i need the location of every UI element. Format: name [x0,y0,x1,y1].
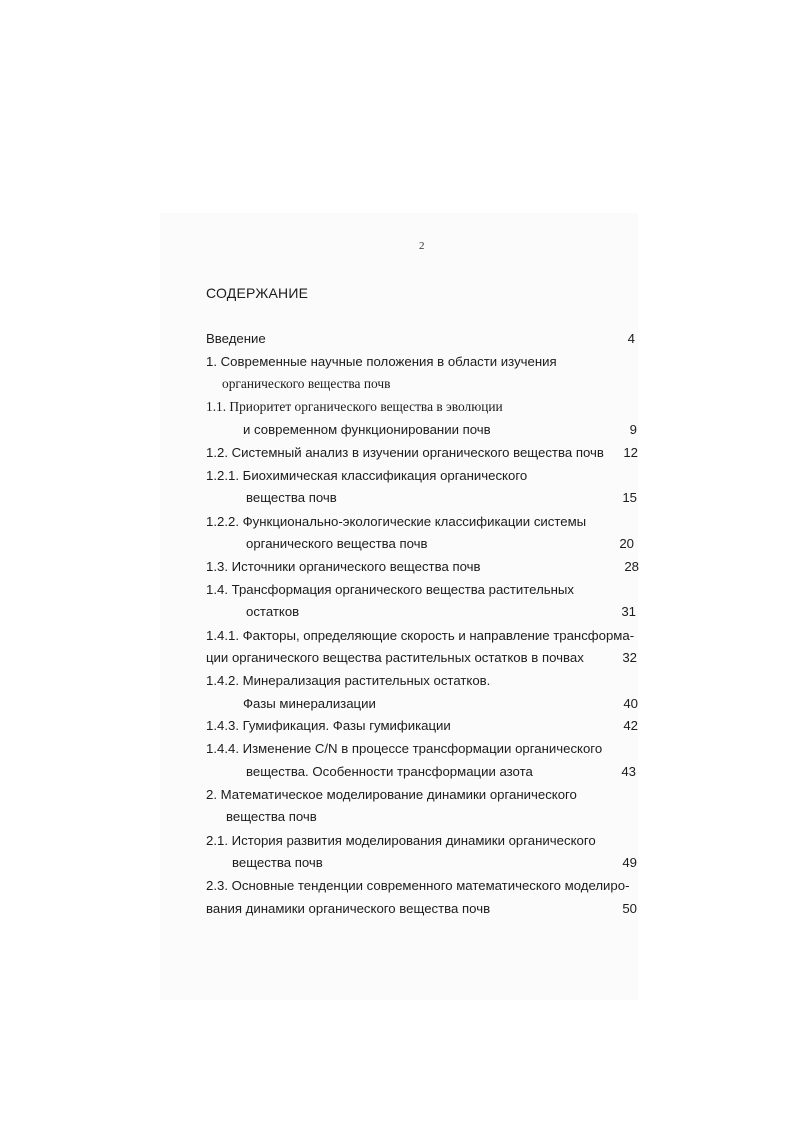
toc-page: 42 [623,718,638,733]
toc-page: 49 [622,855,637,870]
toc-line: 2.3. Основные тенденции современного математического моделиро- [206,878,630,893]
toc-page: 28 [624,559,639,574]
toc-line: 1.4.3. Гумификация. Фазы гумификации [206,718,451,733]
toc-line: вещества почв [226,809,317,824]
toc-line: 1.1. Приоритет органического вещества в эволюции [206,399,503,414]
toc-line: Введение [206,331,266,346]
toc-page: 9 [629,422,637,437]
page-title: СОДЕРЖАНИЕ [206,285,309,301]
toc-page: 20 [619,536,634,551]
page-number: 2 [419,240,425,252]
toc-line: 1.2. Системный анализ в изучении органического вещества почв [206,445,604,460]
toc-page: 40 [623,696,638,711]
toc-line: органического вещества почв [246,536,428,551]
toc-page: 43 [621,764,636,779]
toc-line: 1.3. Источники органического вещества почв [206,559,481,574]
toc-page: 12 [623,445,638,460]
toc-page: 32 [622,650,637,665]
toc-line: 1.4. Трансформация органического вещества растительных [206,582,574,597]
toc-line: вещества почв [232,855,323,870]
toc-line: вещества. Особенности трансформации азота [246,764,533,779]
toc-line: вания динамики органического вещества почв [206,901,491,916]
toc-line: 2.1. История развития моделирования динамики органического [206,833,596,848]
toc-page: 4 [627,331,635,346]
toc-page: 31 [621,604,636,619]
toc-line: 1.2.2. Функционально-экологические классификации системы [206,514,587,529]
toc-line: 1.4.2. Минерализация растительных остатков. [206,673,491,688]
toc-line: Фазы минерализации [243,696,376,711]
toc-page: 50 [622,901,637,916]
toc-line: 1.2.1. Биохимическая классификация органического [206,468,528,483]
toc-line: 1.4.1. Факторы, определяющие скорость и направление трансформа- [206,628,635,643]
toc-line: 2. Математическое моделирование динамики органического [206,787,577,802]
toc-line: остатков [246,604,300,619]
toc-line: вещества почв [246,490,337,505]
toc-line: ции органического вещества растительных остатков в почвах [206,650,584,665]
toc-line: органического вещества почв [222,376,391,391]
toc-page: 15 [622,490,637,505]
toc-line: 1. Современные научные положения в области изучения [206,354,557,369]
toc-line: 1.4.4. Изменение C/N в процессе трансформации органического [206,741,603,756]
toc-line: и современном функционировании почв [243,422,491,437]
